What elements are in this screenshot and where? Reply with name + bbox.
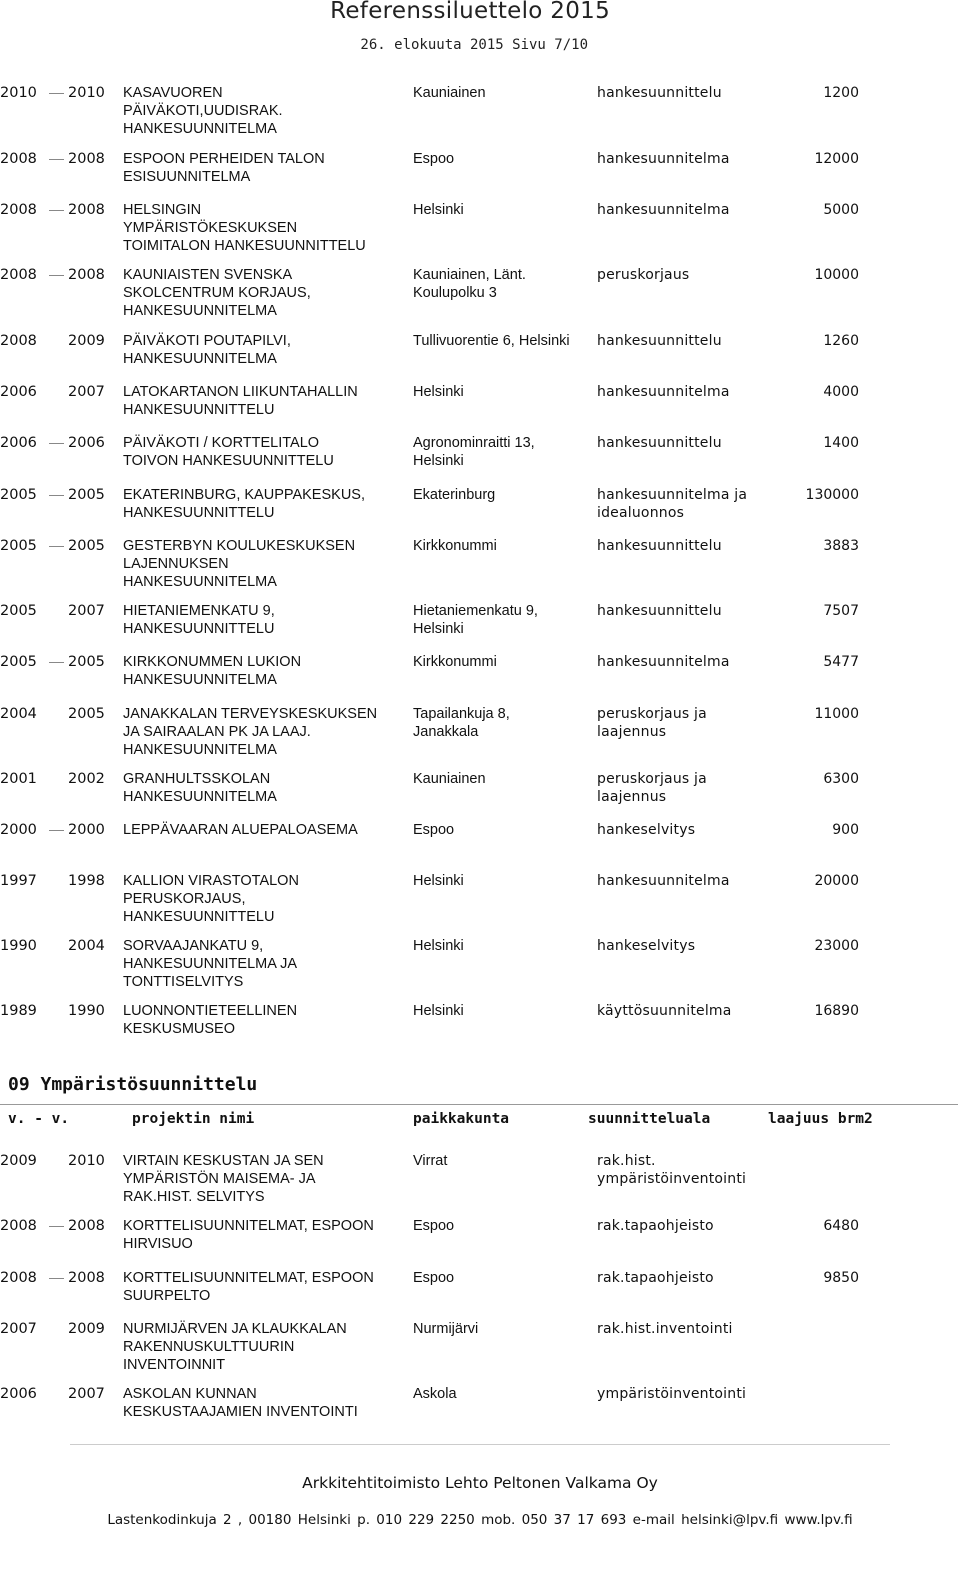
end-year: 2008 bbox=[68, 1218, 105, 1234]
year-range-dash bbox=[49, 93, 64, 94]
project-place: Espoo bbox=[413, 1218, 455, 1234]
project-type: peruskorjaus ja laajennus bbox=[597, 771, 707, 805]
end-year: 2005 bbox=[68, 654, 105, 670]
table-row bbox=[0, 1320, 960, 1380]
end-year: 2008 bbox=[68, 267, 105, 283]
project-name: PÄIVÄKOTI POUTAPILVI, HANKESUUNNITELMA bbox=[123, 333, 291, 367]
project-place: Agronominraitti 13, Helsinki bbox=[413, 435, 535, 469]
project-name: GESTERBYN KOULUKESKUKSEN LAJENNUKSEN HANKESUUNNITELMA bbox=[123, 538, 356, 590]
table-row bbox=[0, 937, 960, 997]
year-range-dash bbox=[49, 275, 64, 276]
end-year: 2007 bbox=[68, 603, 105, 619]
project-place: Helsinki bbox=[413, 873, 464, 889]
project-type: peruskorjaus bbox=[597, 267, 690, 283]
end-year: 2008 bbox=[68, 1270, 105, 1286]
project-size: 16890 bbox=[814, 1003, 859, 1019]
start-year: 2005 bbox=[0, 538, 37, 554]
project-size: 5000 bbox=[823, 202, 859, 218]
year-range-dash bbox=[49, 443, 64, 444]
project-place: Ekaterinburg bbox=[413, 487, 496, 503]
year-range-dash bbox=[49, 1278, 64, 1279]
footer-company: Arkkitehtitoimisto Lehto Peltonen Valkama Oy bbox=[302, 1474, 658, 1492]
project-name: VIRTAIN KESKUSTAN JA SEN YMPÄRISTÖN MAISEMA- JA RAK.HIST. SELVITYS bbox=[123, 1153, 324, 1205]
project-type: hankesuunnittelu bbox=[597, 435, 722, 451]
project-name: LUONNONTIETEELLINEN KESKUSMUSEO bbox=[123, 1003, 298, 1037]
project-name: ESPOON PERHEIDEN TALON ESISUUNNITELMA bbox=[123, 151, 325, 185]
project-size: 1260 bbox=[823, 333, 859, 349]
project-name: NURMIJÄRVEN JA KLAUKKALAN RAKENNUSKULTTUURIN INVENTOINNIT bbox=[123, 1321, 347, 1373]
end-year: 2005 bbox=[68, 706, 105, 722]
project-type: hankesuunnitelma bbox=[597, 873, 730, 889]
project-name: KORTTELISUUNNITELMAT, ESPOON SUURPELTO bbox=[123, 1270, 374, 1304]
start-year: 2008 bbox=[0, 333, 37, 349]
start-year: 2008 bbox=[0, 267, 37, 283]
project-place: Kauniainen, Länt. Koulupolku 3 bbox=[413, 267, 526, 301]
year-range-dash bbox=[49, 210, 64, 211]
column-header-size: laajuus brm2 bbox=[768, 1111, 873, 1127]
table-row bbox=[0, 1385, 960, 1445]
project-size: 10000 bbox=[814, 267, 859, 283]
end-year: 2010 bbox=[68, 85, 105, 101]
start-year: 2006 bbox=[0, 435, 37, 451]
table-row bbox=[0, 434, 960, 494]
project-name: KIRKKONUMMEN LUKION HANKESUUNNITELMA bbox=[123, 654, 302, 688]
start-year: 2005 bbox=[0, 603, 37, 619]
project-size: 23000 bbox=[814, 938, 859, 954]
start-year: 2008 bbox=[0, 202, 37, 218]
project-size: 12000 bbox=[814, 151, 859, 167]
project-place: Kirkkonummi bbox=[413, 538, 497, 554]
start-year: 2006 bbox=[0, 384, 37, 400]
end-year: 2004 bbox=[68, 938, 105, 954]
project-place: Hietaniemenkatu 9, Helsinki bbox=[413, 603, 538, 637]
footer-address: Lastenkodinkuja 2 , 00180 Helsinki p. 010 229 2250 mob. 050 37 17 693 e-mail helsinki@lpv.fi www.lpv.fi bbox=[107, 1512, 853, 1528]
project-type: ympäristöinventointi bbox=[597, 1386, 747, 1402]
project-name: ASKOLAN KUNNAN KESKUSTAAJAMIEN INVENTOINTI bbox=[123, 1386, 358, 1420]
start-year: 2001 bbox=[0, 771, 37, 787]
start-year: 2008 bbox=[0, 1270, 37, 1286]
end-year: 2007 bbox=[68, 384, 105, 400]
project-type: hankesuunnittelu bbox=[597, 85, 722, 101]
project-name: KAUNIAISTEN SVENSKA SKOLCENTRUM KORJAUS, HANKESUUNNITELMA bbox=[123, 267, 311, 319]
project-size: 130000 bbox=[805, 487, 859, 503]
project-name: EKATERINBURG, KAUPPAKESKUS, HANKESUUNNITTELU bbox=[123, 487, 365, 521]
project-type: hankesuunnitelma bbox=[597, 654, 730, 670]
project-size: 7507 bbox=[823, 603, 859, 619]
end-year: 1998 bbox=[68, 873, 105, 889]
project-place: Espoo bbox=[413, 1270, 455, 1286]
start-year: 2008 bbox=[0, 1218, 37, 1234]
table-row bbox=[0, 266, 960, 326]
project-type: hankesuunnittelu bbox=[597, 538, 722, 554]
start-year: 2010 bbox=[0, 85, 37, 101]
start-year: 2006 bbox=[0, 1386, 37, 1402]
end-year: 2009 bbox=[68, 333, 105, 349]
project-place: Kirkkonummi bbox=[413, 654, 497, 670]
project-type: hankesuunnittelu bbox=[597, 603, 722, 619]
project-place: Helsinki bbox=[413, 1003, 464, 1019]
end-year: 2006 bbox=[68, 435, 105, 451]
document-title: Referenssiluettelo 2015 bbox=[330, 0, 610, 24]
project-place: Helsinki bbox=[413, 202, 464, 218]
table-row bbox=[0, 705, 960, 765]
table-row bbox=[0, 872, 960, 932]
start-year: 2008 bbox=[0, 151, 37, 167]
end-year: 2005 bbox=[68, 487, 105, 503]
start-year: 2000 bbox=[0, 822, 37, 838]
year-range-dash bbox=[49, 830, 64, 831]
table-row bbox=[0, 653, 960, 713]
project-place: Espoo bbox=[413, 822, 455, 838]
section-title: 09 Ympäristösuunnittelu bbox=[8, 1074, 258, 1095]
project-size: 6480 bbox=[823, 1218, 859, 1234]
project-type: hankesuunnitelma bbox=[597, 202, 730, 218]
year-range-dash bbox=[49, 662, 64, 663]
year-range-dash bbox=[49, 1226, 64, 1227]
project-size: 6300 bbox=[823, 771, 859, 787]
year-range-dash bbox=[49, 159, 64, 160]
end-year: 1990 bbox=[68, 1003, 105, 1019]
project-size: 900 bbox=[832, 822, 859, 838]
project-name: KORTTELISUUNNITELMAT, ESPOON HIRVISUO bbox=[123, 1218, 374, 1252]
end-year: 2010 bbox=[68, 1153, 105, 1169]
project-place: Kauniainen bbox=[413, 771, 486, 787]
project-type: hankesuunnitelma ja idealuonnos bbox=[597, 487, 748, 521]
project-type: käyttösuunnitelma bbox=[597, 1003, 732, 1019]
project-size: 11000 bbox=[814, 706, 859, 722]
column-header-name: projektin nimi bbox=[132, 1111, 255, 1127]
project-type: hankeselvitys bbox=[597, 938, 696, 954]
project-size: 5477 bbox=[823, 654, 859, 670]
footer-divider bbox=[70, 1444, 890, 1445]
start-year: 1989 bbox=[0, 1003, 37, 1019]
table-row bbox=[0, 1002, 960, 1062]
project-name: LEPPÄVAARAN ALUEPALOASEMA bbox=[123, 822, 358, 838]
end-year: 2002 bbox=[68, 771, 105, 787]
project-place: Helsinki bbox=[413, 384, 464, 400]
project-place: Helsinki bbox=[413, 938, 464, 954]
project-name: JANAKKALAN TERVEYSKESKUKSEN JA SAIRAALAN PK JA LAAJ. HANKESUUNNITELMA bbox=[123, 706, 378, 758]
project-name: GRANHULTSSKOLAN HANKESUUNNITELMA bbox=[123, 771, 277, 805]
project-type: peruskorjaus ja laajennus bbox=[597, 706, 707, 740]
start-year: 1990 bbox=[0, 938, 37, 954]
project-type: rak.hist.inventointi bbox=[597, 1321, 733, 1337]
project-name: PÄIVÄKOTI / KORTTELITALO TOIVON HANKESUUNNITTELU bbox=[123, 435, 334, 469]
project-type: rak.tapaohjeisto bbox=[597, 1218, 714, 1234]
start-year: 2005 bbox=[0, 487, 37, 503]
project-place: Tullivuorentie 6, Helsinki bbox=[413, 333, 570, 349]
project-size: 20000 bbox=[814, 873, 859, 889]
project-place: Tapailankuja 8, Janakkala bbox=[413, 706, 510, 740]
project-size: 4000 bbox=[823, 384, 859, 400]
project-name: LATOKARTANON LIIKUNTAHALLIN HANKESUUNNITTELU bbox=[123, 384, 358, 418]
start-year: 2007 bbox=[0, 1321, 37, 1337]
year-range-dash bbox=[49, 546, 64, 547]
end-year: 2000 bbox=[68, 822, 105, 838]
project-name: KASAVUOREN PÄIVÄKOTI,UUDISRAK. HANKESUUNNITELMA bbox=[123, 85, 283, 137]
project-place: Espoo bbox=[413, 151, 455, 167]
end-year: 2007 bbox=[68, 1386, 105, 1402]
project-type: hankesuunnitelma bbox=[597, 151, 730, 167]
start-year: 2005 bbox=[0, 654, 37, 670]
project-name: KALLION VIRASTOTALON PERUSKORJAUS, HANKESUUNNITTELU bbox=[123, 873, 299, 925]
project-type: rak.hist. ympäristöinventointi bbox=[597, 1153, 747, 1187]
project-type: hankesuunnittelu bbox=[597, 333, 722, 349]
table-row bbox=[0, 1152, 960, 1212]
project-place: Askola bbox=[413, 1386, 457, 1402]
project-place: Kauniainen bbox=[413, 85, 486, 101]
end-year: 2005 bbox=[68, 538, 105, 554]
table-row bbox=[0, 537, 960, 597]
project-size: 9850 bbox=[823, 1270, 859, 1286]
project-type: hankeselvitys bbox=[597, 822, 696, 838]
column-header-type: suunnitteluala bbox=[588, 1111, 711, 1127]
document-date-page: 26. elokuuta 2015 Sivu 7/10 bbox=[360, 37, 588, 53]
section-divider bbox=[0, 1104, 958, 1105]
table-row bbox=[0, 1217, 960, 1277]
project-size: 1200 bbox=[823, 85, 859, 101]
project-name: HELSINGIN YMPÄRISTÖKESKUKSEN TOIMITALON HANKESUUNNITTELU bbox=[123, 202, 366, 254]
end-year: 2009 bbox=[68, 1321, 105, 1337]
project-name: SORVAAJANKATU 9, HANKESUUNNITELMA JA TONTTISELVITYS bbox=[123, 938, 298, 990]
year-range-dash bbox=[49, 495, 64, 496]
project-type: hankesuunnitelma bbox=[597, 384, 730, 400]
start-year: 1997 bbox=[0, 873, 37, 889]
table-row bbox=[0, 201, 960, 261]
column-header-place: paikkakunta bbox=[413, 1111, 510, 1127]
start-year: 2009 bbox=[0, 1153, 37, 1169]
start-year: 2004 bbox=[0, 706, 37, 722]
project-place: Nurmijärvi bbox=[413, 1321, 479, 1337]
project-type: rak.tapaohjeisto bbox=[597, 1270, 714, 1286]
table-row bbox=[0, 84, 960, 144]
project-place: Virrat bbox=[413, 1153, 448, 1169]
end-year: 2008 bbox=[68, 151, 105, 167]
project-size: 1400 bbox=[823, 435, 859, 451]
column-header-years: v. - v. bbox=[8, 1111, 70, 1127]
end-year: 2008 bbox=[68, 202, 105, 218]
project-size: 3883 bbox=[823, 538, 859, 554]
project-name: HIETANIEMENKATU 9, HANKESUUNNITTELU bbox=[123, 603, 275, 637]
